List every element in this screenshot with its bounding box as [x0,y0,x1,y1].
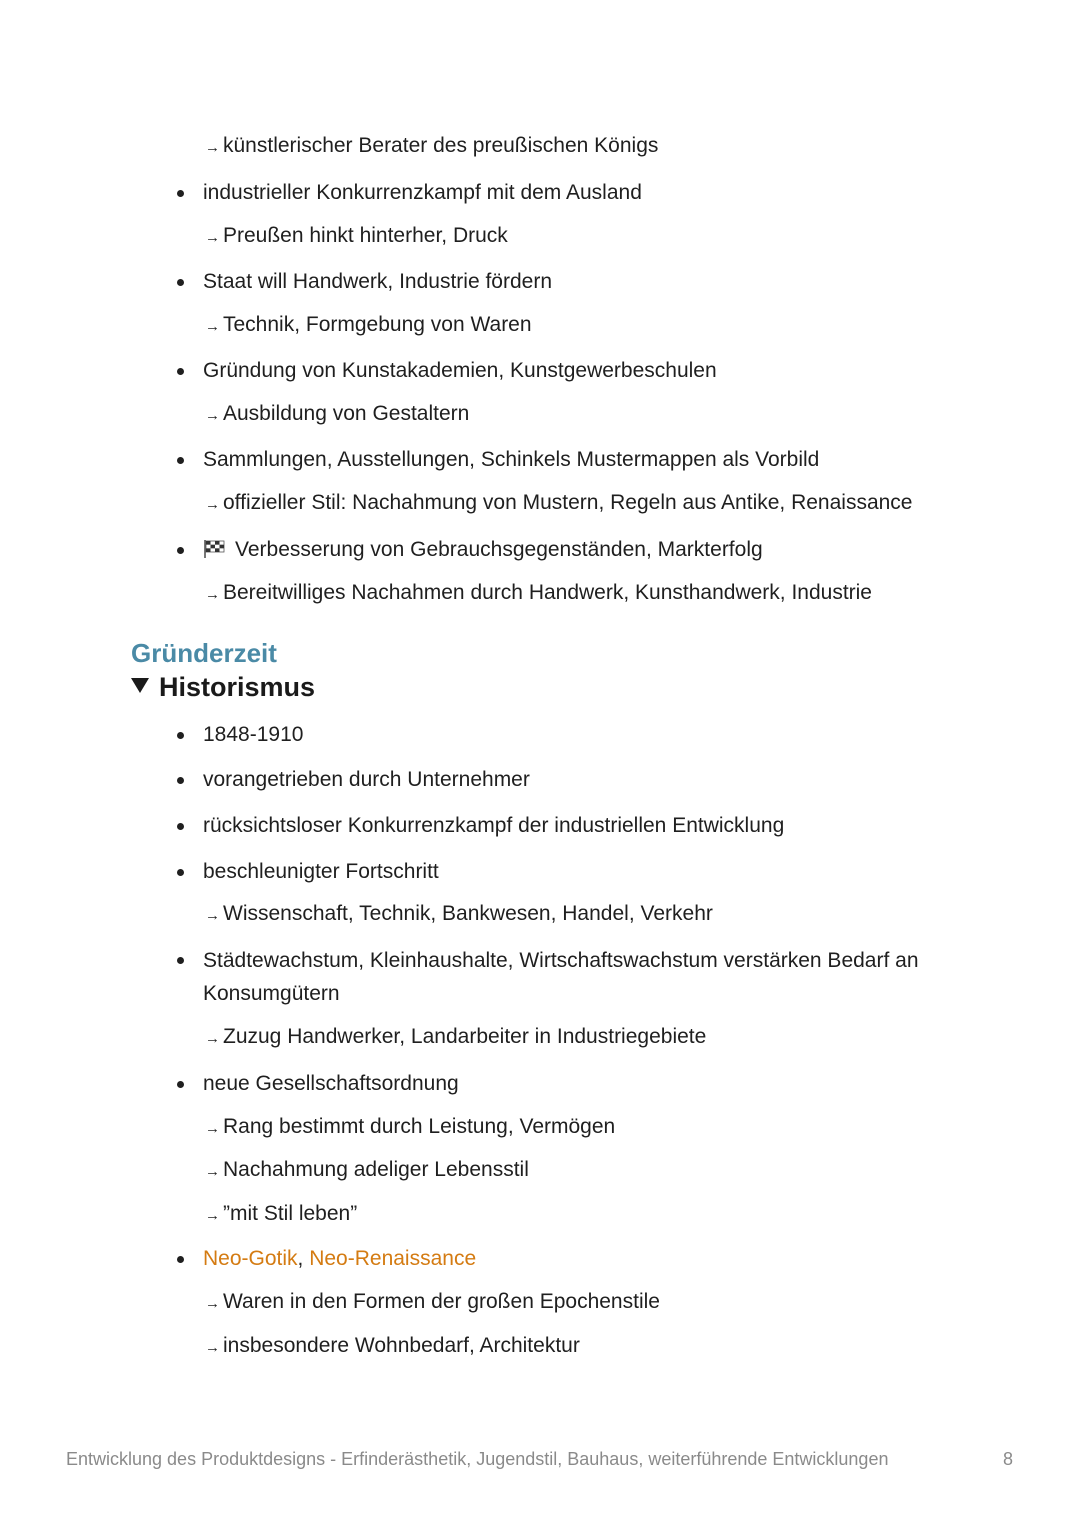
line-text: Zuzug Handwerker, Landarbeiter in Industriegebiete [223,1025,707,1048]
arrow-line [205,1201,357,1229]
line-text: Wissenschaft, Technik, Bankwesen, Handel, Verkehr [223,902,713,925]
arrow-line [205,1114,615,1142]
bullet-item-wrapped [203,944,919,1010]
arrow-icon: → [205,318,220,335]
bullet-item: Staat will Handwerk, Industrie fördern [203,270,552,293]
bullet-icon [177,368,184,375]
line-text: Konsumgütern [203,982,340,1005]
arrow-line [205,1333,580,1361]
bullet-item: Sammlungen, Ausstellungen, Schinkels Mustermappen als Vorbild [203,448,820,471]
arrow-icon: → [205,496,220,513]
arrow-icon: → [205,586,220,603]
line-text: künstlerischer Berater des preußischen Königs [223,134,659,157]
arrow-line [205,901,713,929]
arrow-line [205,1024,706,1052]
toggle-heading-historismus[interactable] [131,672,315,703]
bullet-icon [177,732,184,739]
page-number: 8 [1003,1449,1014,1469]
separator: , [297,1247,310,1270]
bullet-item: vorangetrieben durch Unternehmer [203,768,530,791]
bullet-item: rücksichtsloser Konkurrenzkampf der industriellen Entwicklung [203,814,785,837]
bullet-item: Gründung von Kunstakademien, Kunstgewerbeschulen [203,359,717,382]
bullet-icon [177,457,184,464]
arrow-line [205,580,872,608]
bullet-icon [177,190,184,197]
bullet-icon [177,547,184,554]
arrow-icon: → [205,1207,220,1224]
line-text: Waren in den Formen der großen Epochenstile [223,1290,660,1313]
line-text: Rang bestimmt durch Leistung, Vermögen [223,1115,616,1138]
bullet-item: 1848-1910 [203,723,304,746]
line-text: ”mit Stil leben” [223,1202,358,1225]
arrow-line [205,223,508,251]
bullet-item: beschleunigter Fortschritt [203,860,439,883]
bullet-item [203,537,763,563]
arrow-line [205,133,658,161]
bullet-item: industrieller Konkurrenzkampf mit dem Ausland [203,181,642,204]
section-heading-gruenderzeit: Gründerzeit [131,638,277,668]
bullet-item: neue Gesellschaftsordnung [203,1072,459,1095]
bullet-icon [177,823,184,830]
toggle-heading-label: Historismus [159,672,316,702]
link-neo-renaissance[interactable]: Neo-Renaissance [309,1247,477,1270]
line-text: Städtewachstum, Kleinhaushalte, Wirtschaftswachstum verstärken Bedarf an [203,949,919,972]
line-text: Verbesserung von Gebrauchsgegenständen, Markterfolg [235,538,763,561]
line-text: offizieller Stil: Nachahmung von Mustern, Regeln aus Antike, Renaissance [223,491,913,514]
arrow-icon: → [205,229,220,246]
line-text: Bereitwilliges Nachahmen durch Handwerk, Kunsthandwerk, Industrie [223,581,872,604]
line-text: Ausbildung von Gestaltern [223,402,470,425]
arrow-line [205,490,912,518]
arrow-line [205,312,532,340]
toggle-triangle-icon[interactable] [131,678,149,693]
arrow-icon: → [205,1120,220,1137]
arrow-icon: → [205,1339,220,1356]
bullet-icon [177,279,184,286]
line-text: Nachahmung adeliger Lebensstil [223,1158,529,1181]
link-neo-gotik[interactable]: Neo-Gotik [203,1247,298,1270]
footer-title: Entwicklung des Produktdesigns - Erfinderästhetik, Jugendstil, Bauhaus, weiterführende Entwicklungen [66,1449,889,1469]
bullet-icon [177,957,184,964]
checkered-flag-icon [203,539,227,559]
line-text: Preußen hinkt hinterher, Druck [223,224,508,247]
arrow-line [205,1157,529,1185]
line-text: Technik, Formgebung von Waren [223,313,532,336]
arrow-line [205,401,469,429]
bullet-icon [177,1081,184,1088]
arrow-icon: → [205,907,220,924]
bullet-icon [177,869,184,876]
arrow-icon: → [205,1030,220,1047]
arrow-icon: → [205,1295,220,1312]
bullet-icon [177,777,184,784]
arrow-icon: → [205,139,220,156]
line-text: insbesondere Wohnbedarf, Architektur [223,1334,580,1357]
arrow-icon: → [205,407,220,424]
bullet-item [203,1246,476,1272]
arrow-icon: → [205,1163,220,1180]
arrow-line [205,1289,660,1317]
bullet-icon [177,1256,184,1263]
